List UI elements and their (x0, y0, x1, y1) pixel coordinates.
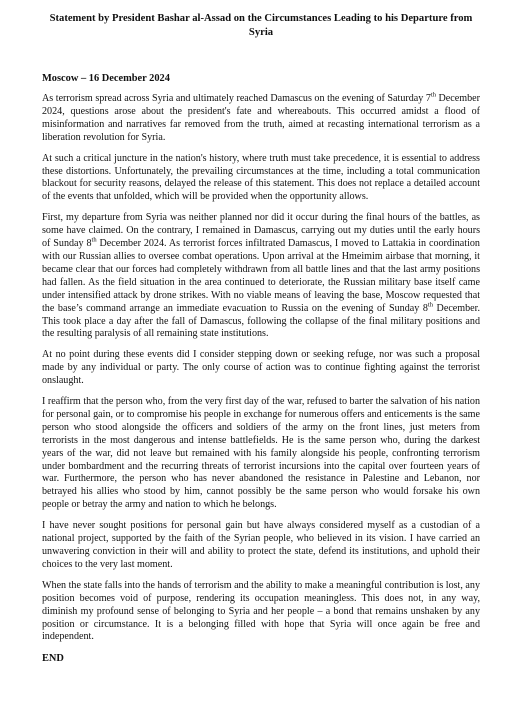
document-title: Statement by President Bashar al-Assad on the Circumstances Leading to his Departure from Syria (49, 13, 473, 38)
dateline: Moscow – 16 December 2024 (42, 73, 170, 84)
paragraph: I have never sought positions for personal gain but have always considered myself as a custodian of a national project, supported by the faith of the Syrian people, who believed in its vision. I have carried an unwavering conviction in their will and ability to protect the state, defend its institutions, and uphold their choices to the very last moment. (42, 520, 480, 570)
paragraph: At no point during these events did I consider stepping down or seeking refuge, nor was such a proposal made by any individual or party. The only course of action was to continue fighting against the terrorist onslaught. (42, 349, 480, 387)
ordinal-superscript: th (427, 301, 433, 309)
paragraph: At such a critical juncture in the nation's history, where truth must take precedence, it is essential to address these distortions. Unfortunately, the prevailing circumstances at the time, including a total communication blackout for security reasons, delayed the release of this statement. This does not replace a detailed account of the events that unfolded, which will be provided when the opportunity allows. (42, 152, 480, 203)
paragraph: First, my departure from Syria was neither planned nor did it occur during the final hours of the battles, as some have claimed. On the contrary, I remained in Damascus, carrying out my duties until the early hours of Sunday 8th December 2024. As terrorist forces infiltrated Damascus, I moved to Lattakia in coordination with our Russian allies to oversee combat operations. Upon arrival at the Hmeimim airbase that morning, it became clear that our forces had completely withdrawn from all battle lines and that the last army positions had fallen. As the field situation in the area continued to deteriorate, the Russian military base itself came under intensified attack by drone strikes. With no viable means of leaving the base, Moscow requested that the base’s command arrange an immediate evacuation to Russia on the evening of Sunday 8th December. This took place a day after the fall of Damascus, following the collapse of the final military positions and the resulting paralysis of all remaining state institutions. (42, 212, 480, 340)
end-marker: END (42, 653, 64, 665)
statement-body (42, 93, 480, 644)
paragraph: As terrorism spread across Syria and ultimately reached Damascus on the evening of Saturday 7th December 2024, questions arose about the president's fate and whereabouts. This occurred amidst a flood of misinformation and narratives far removed from the truth, aimed at recasting international terrorism as a liberation revolution for Syria. (42, 91, 480, 143)
ordinal-superscript: th (430, 91, 436, 99)
paragraph: I reaffirm that the person who, from the very first day of the war, refused to barter the salvation of his nation for personal gain, or to compromise his people in exchange for numerous offers and enticements is the same person who stood alongside the officers and soldiers of the army on the front lines, just meters from terrorists in the most dangerous and intense battlefields. He is the same person who, during the darkest years of the war, did not leave but remained with his family alongside his people, confronting terrorism under bombardment and the recurring threats of terrorist incursions into the capital over fourteen years of war. Furthermore, the person who has never abandoned the resistance in Palestine and Lebanon, nor betrayed his allies who stood by him, cannot possibly be the same person who would forsake his own people or betray the army and nation to which he belongs. (42, 396, 480, 511)
ordinal-superscript: th (91, 236, 97, 244)
paragraph: When the state falls into the hands of terrorism and the ability to make a meaningful contribution is lost, any position becomes void of purpose, rendering its occupation meaningless. This does not, in any way, diminish my profound sense of belonging to Syria and her people – a bond that remains unshaken by any position or circumstance. It is a belonging filled with hope that Syria will once again be free and independent. (42, 579, 480, 643)
